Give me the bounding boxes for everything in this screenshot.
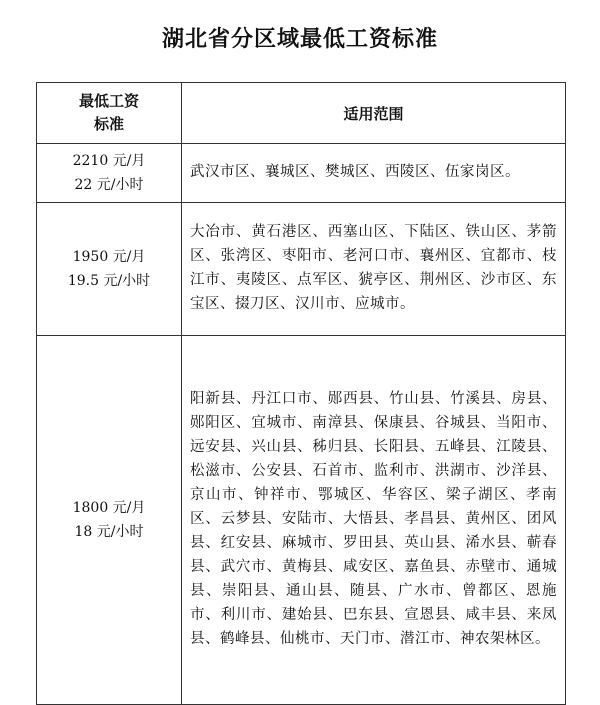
standard-cell [37,144,182,203]
table-header-row [37,83,566,144]
page-title: 湖北省分区域最低工资标准 [161,27,438,52]
table-row [37,144,566,203]
header-scope: 适用范围 [182,83,566,144]
wage-table [36,82,566,705]
header-standard-line2: 标准 [93,115,124,133]
table-row [37,336,566,705]
scope-cell: 阳新县、丹江口市、郧西县、竹山县、竹溪县、房县、郧阳区、宜城市、南漳县、保康县、谷城县、当阳市、远安县、兴山县、秭归县、长阳县、五峰县、江陵县、松滋市、公安县、石首市、监利市、洪湖市、沙洋县、京山市、钟祥市、鄂城区、华容区、梁子湖区、孝南区、云梦县、安陆市、大悟县、孝昌县、黄州区、团风县、红安县、麻城市、罗田县、英山县、浠水县、蕲春县、武穴市、黄梅县、咸安区、嘉鱼县、赤壁市、通城县、崇阳县、通山县、随县、广水市、曾都区、恩施市、利川市、建始县、巴东县、宣恩县、咸丰县、来凤县、鹤峰县、仙桃市、天门市、潜江市、神农架林区。 [182,336,566,705]
monthly-wage: 2210 元/月 [72,153,146,169]
monthly-wage: 1800 元/月 [72,500,146,516]
standard-cell [37,203,182,336]
header-standard-line1: 最低工资 [78,92,139,110]
table-row [37,203,566,336]
hourly-wage: 22 元/小时 [74,177,144,193]
standard-cell [37,336,182,705]
hourly-wage: 19.5 元/小时 [67,273,151,289]
scope-cell: 大冶市、黄石港区、西塞山区、下陆区、铁山区、茅箭区、张湾区、枣阳市、老河口市、襄州区、宜都市、枝江市、夷陵区、点军区、猇亭区、荆州区、沙市区、东宝区、掇刀区、汉川市、应城市。 [182,203,566,336]
scope-cell: 武汉市区、襄城区、樊城区、西陵区、伍家岗区。 [182,144,566,203]
monthly-wage: 1950 元/月 [72,249,146,265]
header-standard [37,83,182,144]
hourly-wage: 18 元/小时 [74,524,144,540]
